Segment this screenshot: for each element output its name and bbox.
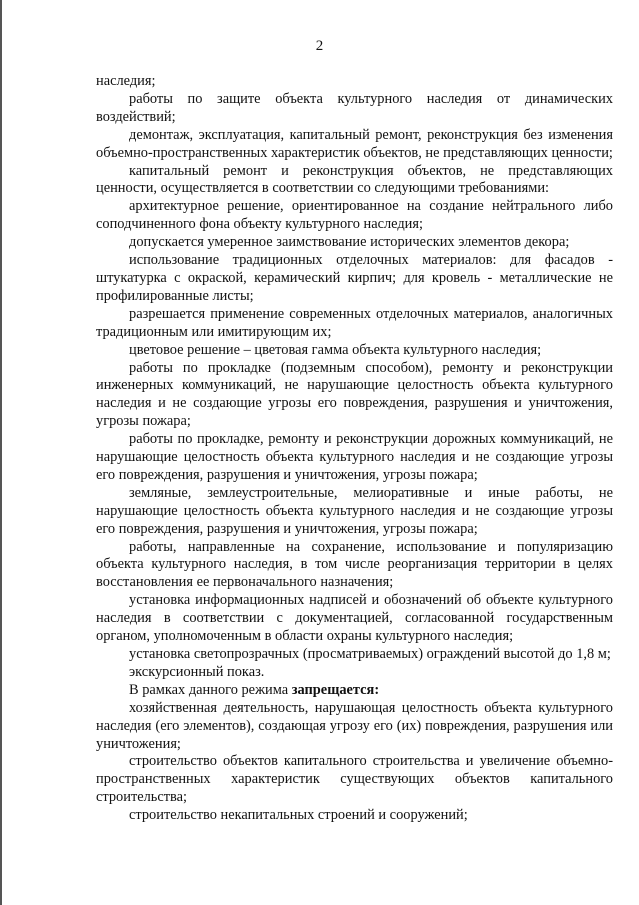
- paragraph: демонтаж, эксплуатация, капитальный ремонт, реконструкция без изменения объемно-пространственных характеристик объектов, не представляющих ценности;: [96, 126, 613, 161]
- page-number: 2: [315, 38, 324, 54]
- paragraph: разрешается применение современных отделочных материалов, аналогичных традиционным или имитирующим их;: [96, 305, 613, 340]
- prohibition-item: хозяйственная деятельность, нарушающая целостность объекта культурного наследия (его элементов), создающая угрозу его (их) повреждения, разрушения или уничтожения;: [96, 699, 613, 752]
- paragraph: работы по прокладке (подземным способом), ремонту и реконструкции инженерных коммуникаций, не нарушающие целостность объекта культурного наследия и не создающие угрозы его повреждения, разрушения и уничтожения, угрозы пожара;: [96, 359, 613, 430]
- paragraph: работы по защите объекта культурного наследия от динамических воздействий;: [96, 90, 613, 125]
- page-edge: [0, 0, 2, 905]
- paragraph: установка информационных надписей и обозначений об объекте культурного наследия в соответствии с документацией, согласованной государственным органом, уполномоченным в области охраны культурного наследия;: [96, 592, 613, 645]
- paragraph: использование традиционных отделочных материалов: для фасадов - штукатурка с окраской, керамический кирпич; для кровель - металлические не профилированные листы;: [96, 252, 613, 304]
- prohibition-item: строительство некапитальных строений и сооружений;: [129, 807, 468, 824]
- paragraph: наследия;: [96, 73, 156, 89]
- paragraph: работы по прокладке, ремонту и реконструкции дорожных коммуникаций, не нарушающие целостность объекта культурного наследия и не создающие угрозы его повреждения, разрушения и уничтожения, угрозы пожара;: [96, 431, 613, 483]
- prohibition-heading: [96, 682, 613, 700]
- prohibition-item: строительство объектов капитального строительства и увеличение объемно-пространственных характеристик существующих объектов капитального строительства;: [96, 753, 613, 806]
- paragraph: цветовое решение – цветовая гамма объекта культурного наследия;: [129, 341, 542, 358]
- document-body: [96, 73, 613, 825]
- paragraph: работы, направленные на сохранение, использование и популяризацию объекта культурного наследия, в том числе реорганизация территории в целях восстановления ее первоначального назначения;: [96, 538, 613, 591]
- prohibition-keyword: запрещается:: [291, 681, 380, 698]
- paragraph: допускается умеренное заимствование исторических элементов декора;: [129, 234, 570, 251]
- paragraph: установка светопрозрачных (просматриваемых) ограждений высотой до 1,8 м;: [129, 646, 611, 662]
- paragraph: земляные, землеустроительные, мелиоративные и иные работы, не нарушающие целостность объекта культурного наследия и не создающие угрозы его повреждения, разрушения и уничтожения, угрозы пожара;: [96, 484, 613, 537]
- paragraph: капитальный ремонт и реконструкция объектов, не представляющих ценности, осуществляется в соответствии со следующими требованиями:: [96, 162, 613, 197]
- prohibition-intro: В рамках данного режима: [129, 681, 289, 698]
- paragraph: экскурсионный показ.: [129, 663, 265, 680]
- paragraph: архитектурное решение, ориентированное на создание нейтрального либо соподчиненного фона объекту культурного наследия;: [96, 198, 613, 233]
